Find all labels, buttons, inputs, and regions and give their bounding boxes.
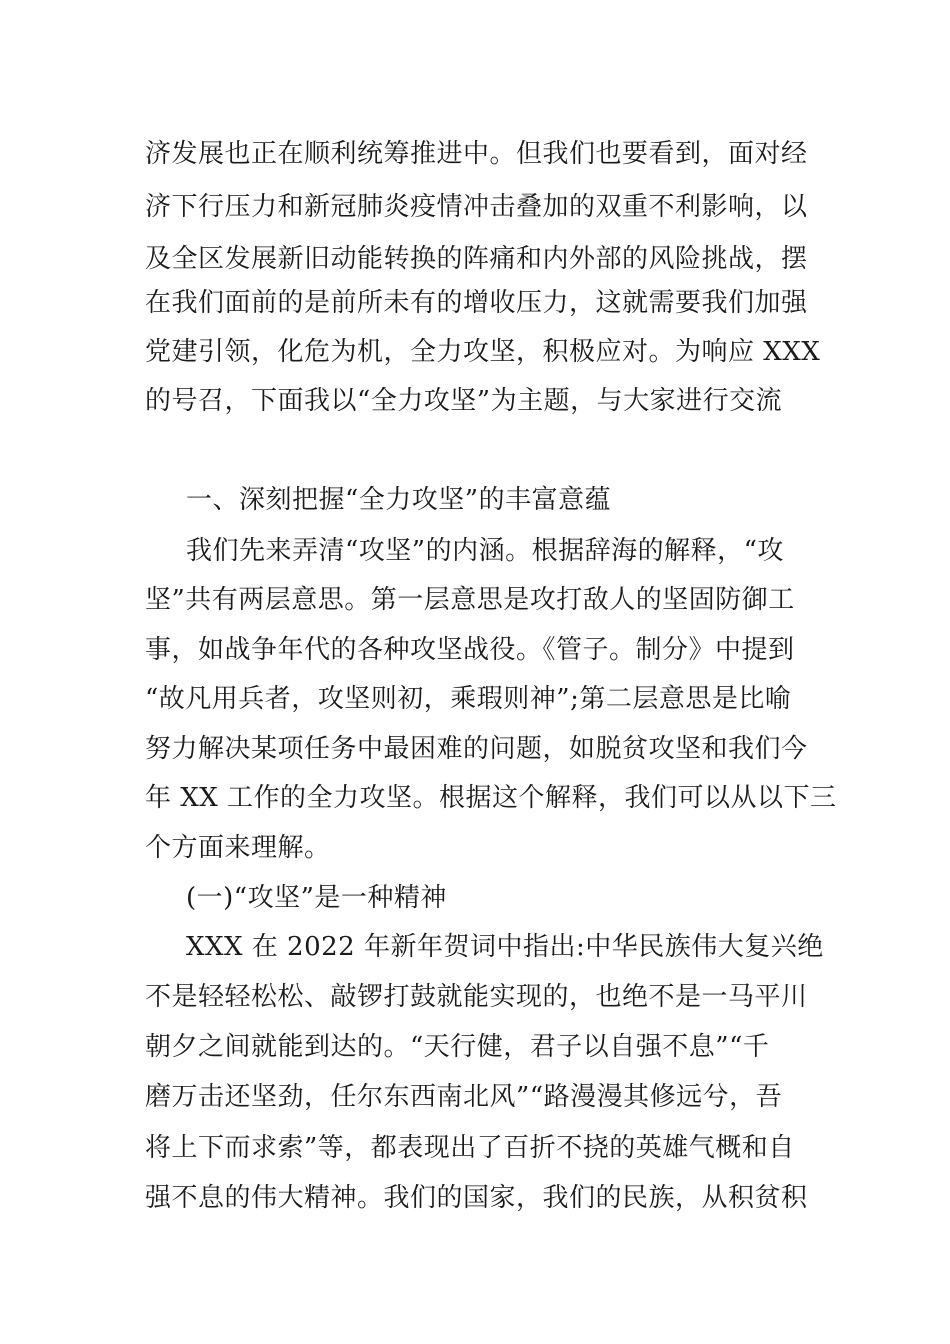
intro-line-2: 济下行压力和新冠肺炎疫情冲击叠加的双重不利影响，以 [145, 192, 808, 222]
intro-line-3: 及全区发展新旧动能转换的阵痛和内外部的风险挑战，摆 [145, 244, 808, 274]
para2-line-1: XXX 在 2022 年新年贺词中指出:中华民族伟大复兴绝 [186, 932, 824, 962]
para2-line-2: 不是轻轻松松、敲锣打鼓就能实现的，也绝不是一马平川 [145, 982, 808, 1012]
section-heading: 一、深刻把握“全力攻坚”的丰富意蕴 [186, 485, 612, 515]
intro-line-4: 在我们面前的是前所未有的增收压力，这就需要我们加强 [145, 288, 808, 318]
para2-line-5: 将上下而求索”等，都表现出了百折不挠的英雄气概和自 [145, 1133, 795, 1163]
subheading: (一)“攻坚”是一种精神 [186, 883, 447, 913]
para2-line-3: 朝夕之间就能到达的。“天行健，君子以自强不息”“千 [145, 1032, 770, 1062]
intro-line-6: 的号召，下面我以“全力攻坚”为主题，与大家进行交流 [145, 386, 783, 416]
para1-line-1: 我们先来弄清“攻坚”的内涵。根据辞海的解释，“攻 [186, 536, 784, 566]
para1-line-5: 努力解决某项任务中最困难的问题，如脱贫攻坚和我们今 [145, 734, 808, 764]
para1-line-4: “故凡用兵者，攻坚则初，乘瑕则神”;第二层意思是比喻 [145, 684, 792, 714]
para1-line-6: 年 XX 工作的全力攻坚。根据这个解释，我们可以从以下三 [145, 783, 837, 813]
intro-line-1: 济发展也正在顺利统筹推进中。但我们也要看到，面对经 [145, 139, 808, 169]
para1-line-3: 事，如战争年代的各种攻坚战役。《管子。制分》中提到 [145, 635, 795, 665]
para1-line-7: 个方面来理解。 [145, 833, 331, 863]
para1-line-2: 坚”共有两层意思。第一层意思是攻打敌人的坚固防御工 [145, 585, 795, 615]
para2-line-6: 强不息的伟大精神。我们的国家，我们的民族，从积贫积 [145, 1183, 808, 1213]
para2-line-4: 磨万击还坚劲，任尔东西南北风”“路漫漫其修远兮，吾 [145, 1082, 783, 1112]
intro-line-5: 党建引领，化危为机，全力攻坚，积极应对。为响应 XXX [145, 337, 821, 367]
